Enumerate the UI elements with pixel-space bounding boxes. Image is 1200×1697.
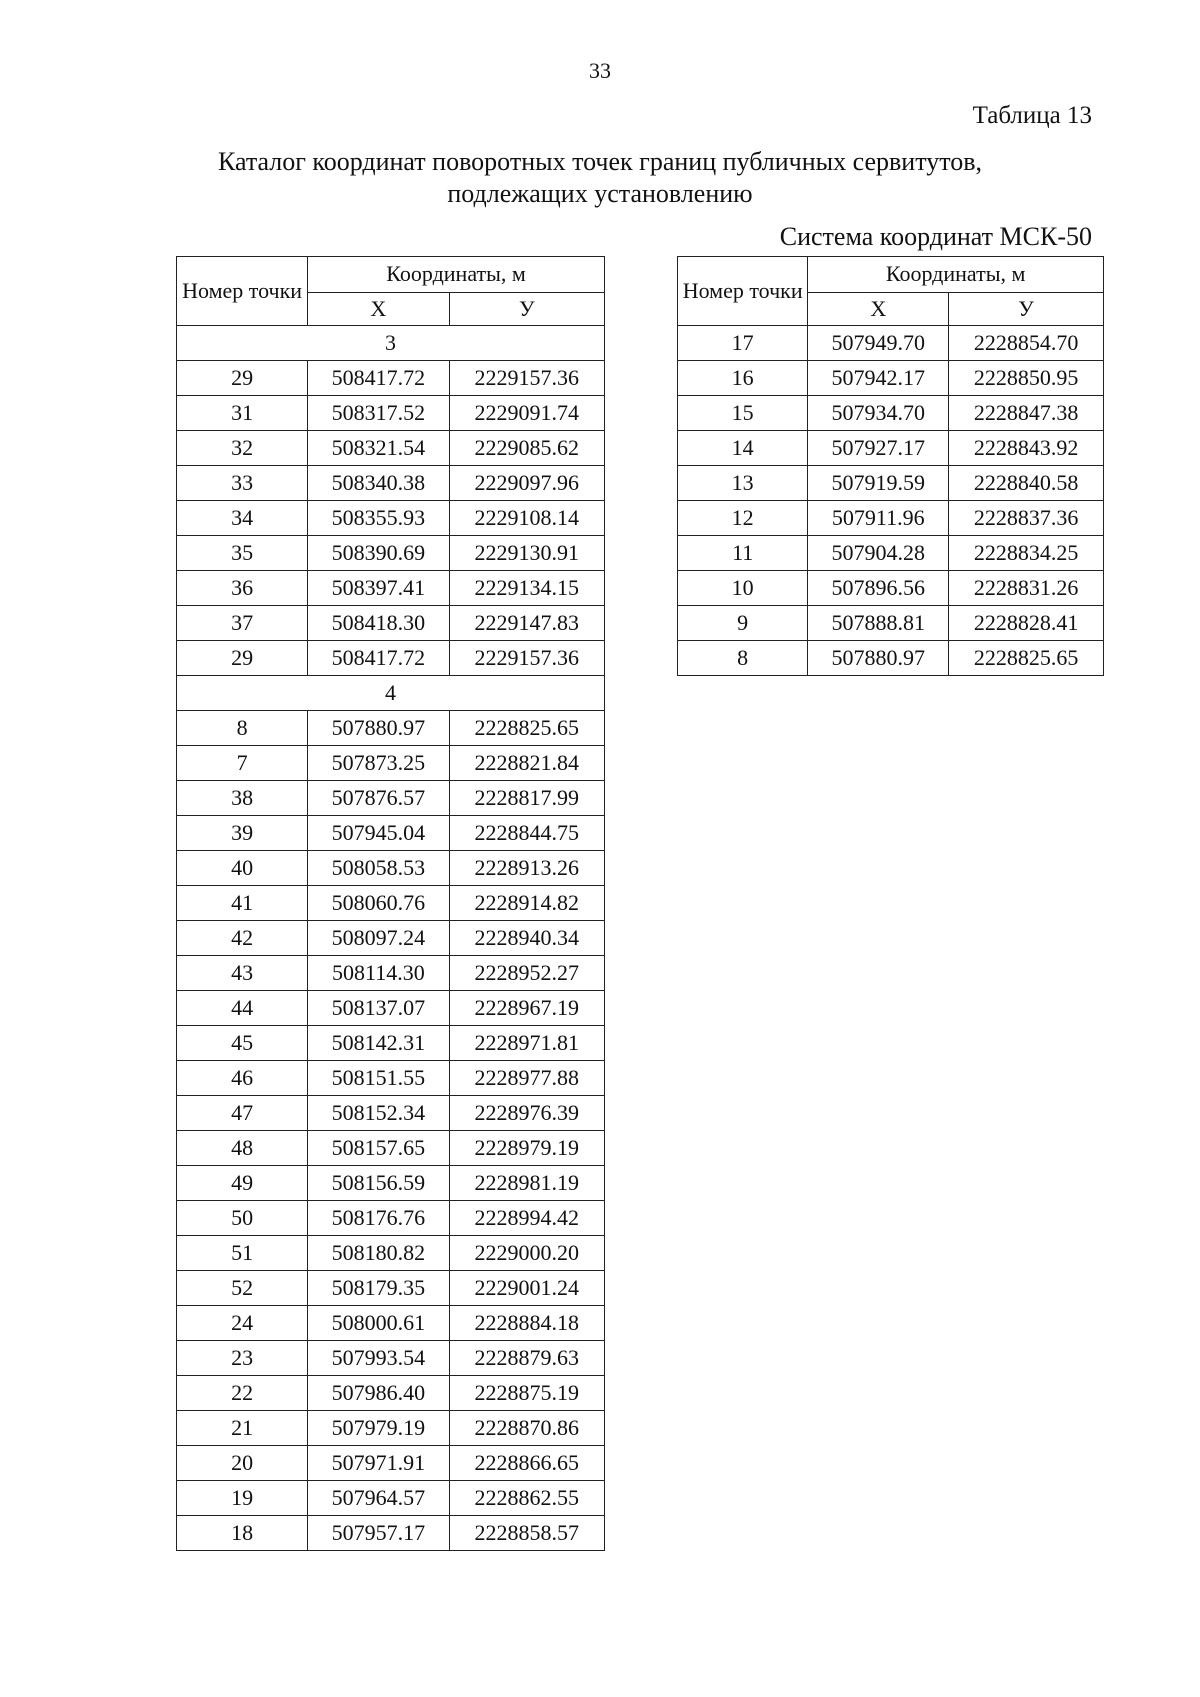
table-row bbox=[678, 501, 1104, 536]
y-coordinate-cell: 2228971.81 bbox=[449, 1026, 604, 1061]
left-table-body bbox=[177, 326, 605, 1551]
point-number-cell: 51 bbox=[177, 1236, 308, 1271]
y-coordinate-cell: 2228875.19 bbox=[449, 1376, 604, 1411]
point-number-cell: 17 bbox=[678, 326, 808, 361]
x-coordinate-cell: 507957.17 bbox=[308, 1516, 449, 1551]
y-coordinate-cell: 2229085.62 bbox=[449, 431, 604, 466]
point-number-cell: 48 bbox=[177, 1131, 308, 1166]
title-line-2: подлежащих установлению bbox=[447, 179, 753, 208]
point-number-cell: 10 bbox=[678, 571, 808, 606]
y-coordinate-cell: 2228994.42 bbox=[449, 1201, 604, 1236]
point-number-cell: 7 bbox=[177, 746, 308, 781]
y-coordinate-cell: 2228825.65 bbox=[449, 711, 604, 746]
y-coordinate-cell: 2228979.19 bbox=[449, 1131, 604, 1166]
x-coordinate-cell: 507896.56 bbox=[808, 571, 949, 606]
table-row bbox=[177, 431, 605, 466]
x-coordinate-cell: 508418.30 bbox=[308, 606, 449, 641]
header-x: X bbox=[808, 292, 949, 326]
x-coordinate-cell: 507964.57 bbox=[308, 1481, 449, 1516]
table-row bbox=[177, 1026, 605, 1061]
table-row bbox=[177, 571, 605, 606]
x-coordinate-cell: 508060.76 bbox=[308, 886, 449, 921]
y-coordinate-cell: 2229108.14 bbox=[449, 501, 604, 536]
table-row bbox=[177, 1236, 605, 1271]
table-row bbox=[177, 1446, 605, 1481]
x-coordinate-cell: 508180.82 bbox=[308, 1236, 449, 1271]
document-title bbox=[0, 146, 1200, 210]
point-number-cell: 11 bbox=[678, 536, 808, 571]
y-coordinate-cell: 2229147.83 bbox=[449, 606, 604, 641]
table-row bbox=[678, 466, 1104, 501]
point-number-cell: 8 bbox=[678, 641, 808, 676]
table-row bbox=[678, 361, 1104, 396]
x-coordinate-cell: 507927.17 bbox=[808, 431, 949, 466]
y-coordinate-cell: 2229134.15 bbox=[449, 571, 604, 606]
table-row bbox=[177, 466, 605, 501]
table-row bbox=[177, 536, 605, 571]
table-row bbox=[177, 361, 605, 396]
x-coordinate-cell: 508152.34 bbox=[308, 1096, 449, 1131]
y-coordinate-cell: 2228858.57 bbox=[449, 1516, 604, 1551]
x-coordinate-cell: 508176.76 bbox=[308, 1201, 449, 1236]
y-coordinate-cell: 2228828.41 bbox=[949, 606, 1104, 641]
point-number-cell: 44 bbox=[177, 991, 308, 1026]
x-coordinate-cell: 508355.93 bbox=[308, 501, 449, 536]
y-coordinate-cell: 2228870.86 bbox=[449, 1411, 604, 1446]
table-row bbox=[678, 326, 1104, 361]
table-row bbox=[678, 396, 1104, 431]
point-number-cell: 18 bbox=[177, 1516, 308, 1551]
x-coordinate-cell: 507934.70 bbox=[808, 396, 949, 431]
header-x: X bbox=[308, 292, 449, 326]
y-coordinate-cell: 2228837.36 bbox=[949, 501, 1104, 536]
point-number-cell: 16 bbox=[678, 361, 808, 396]
x-coordinate-cell: 507876.57 bbox=[308, 781, 449, 816]
x-coordinate-cell: 507993.54 bbox=[308, 1341, 449, 1376]
table-row bbox=[177, 396, 605, 431]
point-number-cell: 23 bbox=[177, 1341, 308, 1376]
x-coordinate-cell: 507979.19 bbox=[308, 1411, 449, 1446]
point-number-cell: 38 bbox=[177, 781, 308, 816]
point-number-cell: 35 bbox=[177, 536, 308, 571]
y-coordinate-cell: 2228967.19 bbox=[449, 991, 604, 1026]
point-number-cell: 15 bbox=[678, 396, 808, 431]
point-number-cell: 29 bbox=[177, 361, 308, 396]
table-row bbox=[177, 1131, 605, 1166]
table-row bbox=[177, 921, 605, 956]
table-row bbox=[177, 711, 605, 746]
point-number-cell: 19 bbox=[177, 1481, 308, 1516]
point-number-cell: 14 bbox=[678, 431, 808, 466]
table-row bbox=[177, 886, 605, 921]
table-row bbox=[177, 956, 605, 991]
point-number-cell: 22 bbox=[177, 1376, 308, 1411]
point-number-cell: 36 bbox=[177, 571, 308, 606]
x-coordinate-cell: 508340.38 bbox=[308, 466, 449, 501]
point-number-cell: 24 bbox=[177, 1306, 308, 1341]
y-coordinate-cell: 2228866.65 bbox=[449, 1446, 604, 1481]
y-coordinate-cell: 2228913.26 bbox=[449, 851, 604, 886]
table-row bbox=[678, 536, 1104, 571]
y-coordinate-cell: 2228879.63 bbox=[449, 1341, 604, 1376]
x-coordinate-cell: 508058.53 bbox=[308, 851, 449, 886]
right-table-body bbox=[678, 326, 1104, 676]
x-coordinate-cell: 507971.91 bbox=[308, 1446, 449, 1481]
y-coordinate-cell: 2228825.65 bbox=[949, 641, 1104, 676]
y-coordinate-cell: 2229157.36 bbox=[449, 361, 604, 396]
table-row bbox=[177, 1516, 605, 1551]
table-row bbox=[678, 641, 1104, 676]
point-number-cell: 37 bbox=[177, 606, 308, 641]
x-coordinate-cell: 508156.59 bbox=[308, 1166, 449, 1201]
y-coordinate-cell: 2228854.70 bbox=[949, 326, 1104, 361]
point-number-cell: 34 bbox=[177, 501, 308, 536]
y-coordinate-cell: 2229001.24 bbox=[449, 1271, 604, 1306]
point-number-cell: 20 bbox=[177, 1446, 308, 1481]
point-number-cell: 41 bbox=[177, 886, 308, 921]
x-coordinate-cell: 508179.35 bbox=[308, 1271, 449, 1306]
x-coordinate-cell: 508097.24 bbox=[308, 921, 449, 956]
y-coordinate-cell: 2229130.91 bbox=[449, 536, 604, 571]
table-row bbox=[177, 781, 605, 816]
x-coordinate-cell: 507949.70 bbox=[808, 326, 949, 361]
page-number: 33 bbox=[589, 58, 611, 83]
point-number-cell: 31 bbox=[177, 396, 308, 431]
y-coordinate-cell: 2228821.84 bbox=[449, 746, 604, 781]
y-coordinate-cell: 2228817.99 bbox=[449, 781, 604, 816]
table-row bbox=[678, 571, 1104, 606]
table-row bbox=[177, 1271, 605, 1306]
point-number-cell: 33 bbox=[177, 466, 308, 501]
y-coordinate-cell: 2229000.20 bbox=[449, 1236, 604, 1271]
y-coordinate-cell: 2228834.25 bbox=[949, 536, 1104, 571]
x-coordinate-cell: 508417.72 bbox=[308, 361, 449, 396]
table-row bbox=[177, 851, 605, 886]
table-row bbox=[177, 641, 605, 676]
point-number-cell: 43 bbox=[177, 956, 308, 991]
x-coordinate-cell: 507880.97 bbox=[308, 711, 449, 746]
x-coordinate-cell: 508151.55 bbox=[308, 1061, 449, 1096]
table-row bbox=[177, 606, 605, 641]
coordinates-table-left bbox=[176, 256, 605, 1551]
table-label: Таблица 13 bbox=[972, 102, 1092, 129]
table-row bbox=[177, 501, 605, 536]
x-coordinate-cell: 507911.96 bbox=[808, 501, 949, 536]
table-row bbox=[177, 1096, 605, 1131]
x-coordinate-cell: 507888.81 bbox=[808, 606, 949, 641]
coordinate-system-label: Система координат МСК-50 bbox=[779, 222, 1092, 251]
point-number-cell: 40 bbox=[177, 851, 308, 886]
point-number-cell: 21 bbox=[177, 1411, 308, 1446]
y-coordinate-cell: 2228977.88 bbox=[449, 1061, 604, 1096]
point-number-cell: 9 bbox=[678, 606, 808, 641]
y-coordinate-cell: 2228981.19 bbox=[449, 1166, 604, 1201]
table-row bbox=[177, 991, 605, 1026]
table-row bbox=[177, 816, 605, 851]
x-coordinate-cell: 507942.17 bbox=[808, 361, 949, 396]
x-coordinate-cell: 508142.31 bbox=[308, 1026, 449, 1061]
point-number-cell: 46 bbox=[177, 1061, 308, 1096]
group-number: 4 bbox=[177, 676, 605, 711]
point-number-cell: 42 bbox=[177, 921, 308, 956]
table-row bbox=[177, 1061, 605, 1096]
x-coordinate-cell: 508397.41 bbox=[308, 571, 449, 606]
y-coordinate-cell: 2228843.92 bbox=[949, 431, 1104, 466]
x-coordinate-cell: 507919.59 bbox=[808, 466, 949, 501]
table-row bbox=[177, 1201, 605, 1236]
point-number-cell: 12 bbox=[678, 501, 808, 536]
group-row bbox=[177, 326, 605, 361]
table-row bbox=[177, 1376, 605, 1411]
x-coordinate-cell: 508114.30 bbox=[308, 956, 449, 991]
table-row bbox=[177, 1166, 605, 1201]
x-coordinate-cell: 508390.69 bbox=[308, 536, 449, 571]
point-number-cell: 49 bbox=[177, 1166, 308, 1201]
point-number-cell: 52 bbox=[177, 1271, 308, 1306]
y-coordinate-cell: 2228862.55 bbox=[449, 1481, 604, 1516]
coordinates-table-right bbox=[677, 256, 1104, 676]
header-point-number: Номер точки bbox=[177, 257, 308, 326]
point-number-cell: 50 bbox=[177, 1201, 308, 1236]
group-row bbox=[177, 676, 605, 711]
y-coordinate-cell: 2228831.26 bbox=[949, 571, 1104, 606]
x-coordinate-cell: 507904.28 bbox=[808, 536, 949, 571]
header-coordinates: Координаты, м bbox=[308, 257, 605, 293]
point-number-cell: 32 bbox=[177, 431, 308, 466]
table-row bbox=[177, 1306, 605, 1341]
header-coordinates: Координаты, м bbox=[808, 257, 1104, 293]
x-coordinate-cell: 507880.97 bbox=[808, 641, 949, 676]
x-coordinate-cell: 508157.65 bbox=[308, 1131, 449, 1166]
table-row bbox=[177, 746, 605, 781]
y-coordinate-cell: 2228850.95 bbox=[949, 361, 1104, 396]
header-y: У bbox=[449, 292, 604, 326]
title-line-1: Каталог координат поворотных точек границ публичных сервитутов, bbox=[217, 147, 983, 176]
x-coordinate-cell: 508000.61 bbox=[308, 1306, 449, 1341]
y-coordinate-cell: 2228940.34 bbox=[449, 921, 604, 956]
y-coordinate-cell: 2229097.96 bbox=[449, 466, 604, 501]
table-row bbox=[177, 1341, 605, 1376]
x-coordinate-cell: 508417.72 bbox=[308, 641, 449, 676]
x-coordinate-cell: 507873.25 bbox=[308, 746, 449, 781]
x-coordinate-cell: 508317.52 bbox=[308, 396, 449, 431]
header-point-number: Номер точки bbox=[678, 257, 808, 326]
table-row bbox=[177, 1411, 605, 1446]
y-coordinate-cell: 2228952.27 bbox=[449, 956, 604, 991]
y-coordinate-cell: 2228914.82 bbox=[449, 886, 604, 921]
y-coordinate-cell: 2229157.36 bbox=[449, 641, 604, 676]
table-row bbox=[678, 431, 1104, 466]
y-coordinate-cell: 2228840.58 bbox=[949, 466, 1104, 501]
table-row bbox=[177, 1481, 605, 1516]
x-coordinate-cell: 508321.54 bbox=[308, 431, 449, 466]
y-coordinate-cell: 2228976.39 bbox=[449, 1096, 604, 1131]
y-coordinate-cell: 2228884.18 bbox=[449, 1306, 604, 1341]
y-coordinate-cell: 2229091.74 bbox=[449, 396, 604, 431]
point-number-cell: 8 bbox=[177, 711, 308, 746]
point-number-cell: 45 bbox=[177, 1026, 308, 1061]
y-coordinate-cell: 2228847.38 bbox=[949, 396, 1104, 431]
header-y: У bbox=[949, 292, 1104, 326]
point-number-cell: 13 bbox=[678, 466, 808, 501]
x-coordinate-cell: 508137.07 bbox=[308, 991, 449, 1026]
point-number-cell: 39 bbox=[177, 816, 308, 851]
point-number-cell: 47 bbox=[177, 1096, 308, 1131]
x-coordinate-cell: 507986.40 bbox=[308, 1376, 449, 1411]
y-coordinate-cell: 2228844.75 bbox=[449, 816, 604, 851]
x-coordinate-cell: 507945.04 bbox=[308, 816, 449, 851]
point-number-cell: 29 bbox=[177, 641, 308, 676]
group-number: 3 bbox=[177, 326, 605, 361]
table-row bbox=[678, 606, 1104, 641]
